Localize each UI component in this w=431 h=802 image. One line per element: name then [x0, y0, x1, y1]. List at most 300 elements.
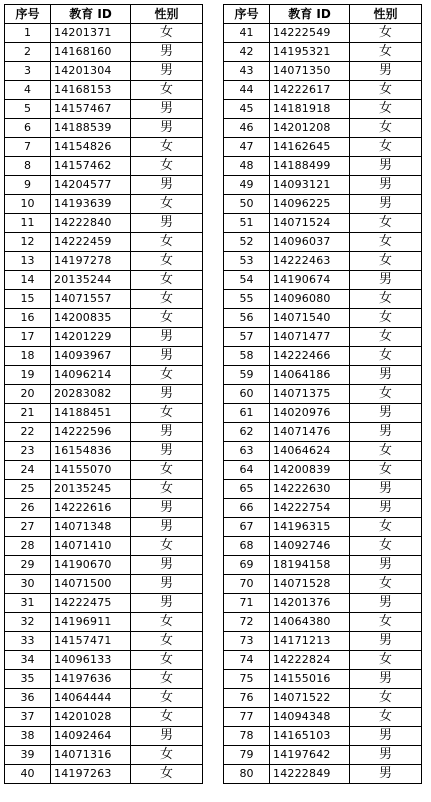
- row-edu-id-cell: 14071522: [270, 689, 350, 708]
- row-edu-id-cell: 14196315: [270, 518, 350, 537]
- row-gender-cell: 女: [131, 138, 203, 157]
- row-seq-cell: 7: [5, 138, 51, 157]
- row-edu-id-cell: 14222459: [51, 233, 131, 252]
- row-gender-cell: 女: [131, 290, 203, 309]
- row-edu-id-cell: 14222840: [51, 214, 131, 233]
- row-gender-cell: 男: [131, 214, 203, 233]
- row-seq-cell: 21: [5, 404, 51, 423]
- row-gender-cell: 女: [350, 309, 422, 328]
- row-gender-cell: 女: [350, 651, 422, 670]
- row-edu-id-cell: 14222466: [270, 347, 350, 366]
- row-seq-cell: 62: [224, 423, 270, 442]
- student-table-right: [223, 4, 422, 784]
- row-edu-id-cell: 14193639: [51, 195, 131, 214]
- row-edu-id-cell: 14171213: [270, 632, 350, 651]
- row-seq-cell: 16: [5, 309, 51, 328]
- row-seq-cell: 8: [5, 157, 51, 176]
- row-gender-cell: 男: [350, 556, 422, 575]
- row-seq-cell: 68: [224, 537, 270, 556]
- row-gender-cell: 男: [131, 100, 203, 119]
- row-seq-cell: 47: [224, 138, 270, 157]
- table-row: [224, 233, 422, 252]
- row-gender-cell: 女: [131, 271, 203, 290]
- table-row: [5, 537, 203, 556]
- table-row: [5, 499, 203, 518]
- row-edu-id-cell: 14064444: [51, 689, 131, 708]
- row-edu-id-cell: 14222630: [270, 480, 350, 499]
- row-edu-id-cell: 14157467: [51, 100, 131, 119]
- row-gender-cell: 男: [350, 670, 422, 689]
- table-row: [5, 214, 203, 233]
- row-seq-cell: 67: [224, 518, 270, 537]
- table-row: [224, 252, 422, 271]
- table-row: [5, 309, 203, 328]
- row-edu-id-cell: 14071348: [51, 518, 131, 537]
- row-gender-cell: 女: [350, 24, 422, 43]
- row-gender-cell: 男: [350, 746, 422, 765]
- row-edu-id-cell: 14071476: [270, 423, 350, 442]
- student-table-left: [4, 4, 203, 784]
- row-seq-cell: 31: [5, 594, 51, 613]
- row-gender-cell: 女: [350, 518, 422, 537]
- table-row: [224, 594, 422, 613]
- table-row: [224, 670, 422, 689]
- table-row: [224, 366, 422, 385]
- row-gender-cell: 男: [131, 423, 203, 442]
- table-row: [5, 347, 203, 366]
- row-edu-id-cell: 14188451: [51, 404, 131, 423]
- row-seq-cell: 52: [224, 233, 270, 252]
- row-seq-cell: 41: [224, 24, 270, 43]
- row-gender-cell: 女: [131, 670, 203, 689]
- header-seq: 序号: [224, 5, 270, 24]
- row-gender-cell: 男: [350, 176, 422, 195]
- row-seq-cell: 54: [224, 271, 270, 290]
- row-edu-id-cell: 16154836: [51, 442, 131, 461]
- table-row: [5, 461, 203, 480]
- row-seq-cell: 35: [5, 670, 51, 689]
- row-seq-cell: 12: [5, 233, 51, 252]
- row-seq-cell: 57: [224, 328, 270, 347]
- table-row: [224, 195, 422, 214]
- row-gender-cell: 女: [350, 385, 422, 404]
- row-gender-cell: 女: [350, 138, 422, 157]
- row-gender-cell: 女: [131, 233, 203, 252]
- table-row: [224, 575, 422, 594]
- row-gender-cell: 男: [350, 195, 422, 214]
- header-row: [224, 5, 422, 24]
- row-gender-cell: 男: [131, 499, 203, 518]
- row-seq-cell: 75: [224, 670, 270, 689]
- row-seq-cell: 2: [5, 43, 51, 62]
- header-row: [5, 5, 203, 24]
- row-edu-id-cell: 14201376: [270, 594, 350, 613]
- table-row: [224, 138, 422, 157]
- row-edu-id-cell: 14071557: [51, 290, 131, 309]
- table-row: [224, 43, 422, 62]
- row-edu-id-cell: 14154826: [51, 138, 131, 157]
- row-edu-id-cell: 14071500: [51, 575, 131, 594]
- table-row: [5, 119, 203, 138]
- row-edu-id-cell: 20283082: [51, 385, 131, 404]
- table-row: [5, 765, 203, 784]
- table-row: [224, 518, 422, 537]
- row-seq-cell: 37: [5, 708, 51, 727]
- table-row: [5, 43, 203, 62]
- table-row: [5, 689, 203, 708]
- table-row: [224, 499, 422, 518]
- row-seq-cell: 15: [5, 290, 51, 309]
- row-edu-id-cell: 14201229: [51, 328, 131, 347]
- table-row: [224, 157, 422, 176]
- row-edu-id-cell: 14222754: [270, 499, 350, 518]
- row-seq-cell: 4: [5, 81, 51, 100]
- row-seq-cell: 14: [5, 271, 51, 290]
- row-edu-id-cell: 14222463: [270, 252, 350, 271]
- row-gender-cell: 男: [350, 423, 422, 442]
- row-edu-id-cell: 14200839: [270, 461, 350, 480]
- row-edu-id-cell: 14190674: [270, 271, 350, 290]
- table-row: [5, 727, 203, 746]
- row-seq-cell: 5: [5, 100, 51, 119]
- row-seq-cell: 70: [224, 575, 270, 594]
- row-edu-id-cell: 14071524: [270, 214, 350, 233]
- row-edu-id-cell: 14093121: [270, 176, 350, 195]
- row-seq-cell: 13: [5, 252, 51, 271]
- row-seq-cell: 72: [224, 613, 270, 632]
- row-gender-cell: 女: [350, 708, 422, 727]
- row-seq-cell: 33: [5, 632, 51, 651]
- row-gender-cell: 女: [131, 632, 203, 651]
- table-row: [224, 100, 422, 119]
- row-gender-cell: 女: [350, 537, 422, 556]
- row-gender-cell: 男: [131, 62, 203, 81]
- row-edu-id-cell: 14168153: [51, 81, 131, 100]
- row-gender-cell: 女: [350, 233, 422, 252]
- table-row: [224, 328, 422, 347]
- row-seq-cell: 36: [5, 689, 51, 708]
- table-row: [5, 518, 203, 537]
- row-gender-cell: 女: [131, 252, 203, 271]
- row-edu-id-cell: 14168160: [51, 43, 131, 62]
- table-row: [5, 613, 203, 632]
- row-gender-cell: 男: [131, 385, 203, 404]
- table-row: [224, 613, 422, 632]
- row-gender-cell: 女: [131, 366, 203, 385]
- row-edu-id-cell: 14064186: [270, 366, 350, 385]
- row-gender-cell: 女: [131, 157, 203, 176]
- table-row: [224, 347, 422, 366]
- row-edu-id-cell: 14196911: [51, 613, 131, 632]
- table-row: [5, 594, 203, 613]
- row-edu-id-cell: 14071316: [51, 746, 131, 765]
- table-row: [224, 62, 422, 81]
- table-row: [5, 195, 203, 214]
- row-edu-id-cell: 14162645: [270, 138, 350, 157]
- row-gender-cell: 男: [350, 594, 422, 613]
- row-seq-cell: 48: [224, 157, 270, 176]
- row-edu-id-cell: 14200835: [51, 309, 131, 328]
- row-edu-id-cell: 14181918: [270, 100, 350, 119]
- row-gender-cell: 女: [131, 195, 203, 214]
- row-seq-cell: 69: [224, 556, 270, 575]
- table-row: [224, 689, 422, 708]
- row-edu-id-cell: 14096080: [270, 290, 350, 309]
- table-row: [5, 708, 203, 727]
- row-edu-id-cell: 14064380: [270, 613, 350, 632]
- row-seq-cell: 64: [224, 461, 270, 480]
- row-edu-id-cell: 14188539: [51, 119, 131, 138]
- row-seq-cell: 32: [5, 613, 51, 632]
- row-seq-cell: 50: [224, 195, 270, 214]
- row-gender-cell: 女: [131, 461, 203, 480]
- row-seq-cell: 42: [224, 43, 270, 62]
- row-gender-cell: 男: [350, 727, 422, 746]
- row-gender-cell: 女: [350, 43, 422, 62]
- row-seq-cell: 45: [224, 100, 270, 119]
- row-seq-cell: 22: [5, 423, 51, 442]
- row-seq-cell: 38: [5, 727, 51, 746]
- row-edu-id-cell: 14071350: [270, 62, 350, 81]
- row-gender-cell: 女: [350, 575, 422, 594]
- row-gender-cell: 男: [131, 119, 203, 138]
- table-row: [5, 176, 203, 195]
- table-row: [5, 62, 203, 81]
- table-row: [224, 423, 422, 442]
- row-edu-id-cell: 14190670: [51, 556, 131, 575]
- row-gender-cell: 女: [350, 442, 422, 461]
- row-edu-id-cell: 14071375: [270, 385, 350, 404]
- row-gender-cell: 男: [131, 556, 203, 575]
- row-edu-id-cell: 14096133: [51, 651, 131, 670]
- row-edu-id-cell: 14197263: [51, 765, 131, 784]
- table-row: [5, 670, 203, 689]
- table-row: [5, 442, 203, 461]
- row-gender-cell: 男: [131, 442, 203, 461]
- row-gender-cell: 女: [131, 24, 203, 43]
- table-row: [224, 727, 422, 746]
- row-seq-cell: 53: [224, 252, 270, 271]
- row-gender-cell: 女: [350, 214, 422, 233]
- table-row: [224, 461, 422, 480]
- table-row: [5, 480, 203, 499]
- row-edu-id-cell: 14195321: [270, 43, 350, 62]
- table-row: [5, 385, 203, 404]
- row-seq-cell: 76: [224, 689, 270, 708]
- row-edu-id-cell: 14096037: [270, 233, 350, 252]
- row-seq-cell: 46: [224, 119, 270, 138]
- row-seq-cell: 30: [5, 575, 51, 594]
- row-gender-cell: 女: [131, 404, 203, 423]
- row-gender-cell: 男: [350, 366, 422, 385]
- row-seq-cell: 27: [5, 518, 51, 537]
- row-edu-id-cell: 14222475: [51, 594, 131, 613]
- row-seq-cell: 43: [224, 62, 270, 81]
- row-seq-cell: 63: [224, 442, 270, 461]
- row-gender-cell: 男: [131, 347, 203, 366]
- table-row: [5, 233, 203, 252]
- table-row: [224, 290, 422, 309]
- table-row: [224, 765, 422, 784]
- header-seq: 序号: [5, 5, 51, 24]
- row-gender-cell: 男: [131, 518, 203, 537]
- row-seq-cell: 23: [5, 442, 51, 461]
- row-gender-cell: 女: [131, 613, 203, 632]
- row-edu-id-cell: 14201304: [51, 62, 131, 81]
- row-gender-cell: 男: [350, 480, 422, 499]
- row-gender-cell: 男: [131, 594, 203, 613]
- row-seq-cell: 71: [224, 594, 270, 613]
- row-seq-cell: 10: [5, 195, 51, 214]
- table-row: [224, 271, 422, 290]
- row-gender-cell: 女: [131, 708, 203, 727]
- row-seq-cell: 74: [224, 651, 270, 670]
- table-row: [5, 632, 203, 651]
- row-edu-id-cell: 14157471: [51, 632, 131, 651]
- table-row: [5, 24, 203, 43]
- row-gender-cell: 女: [131, 309, 203, 328]
- table-row: [5, 575, 203, 594]
- table-row: [224, 708, 422, 727]
- row-edu-id-cell: 14071410: [51, 537, 131, 556]
- row-edu-id-cell: 14222616: [51, 499, 131, 518]
- row-gender-cell: 男: [350, 157, 422, 176]
- row-gender-cell: 男: [350, 62, 422, 81]
- table-row: [224, 746, 422, 765]
- row-edu-id-cell: 14222549: [270, 24, 350, 43]
- row-gender-cell: 男: [131, 575, 203, 594]
- row-gender-cell: 女: [350, 461, 422, 480]
- row-seq-cell: 34: [5, 651, 51, 670]
- row-edu-id-cell: 14157462: [51, 157, 131, 176]
- row-seq-cell: 25: [5, 480, 51, 499]
- table-row: [224, 404, 422, 423]
- row-edu-id-cell: 14204577: [51, 176, 131, 195]
- table-row: [224, 537, 422, 556]
- row-edu-id-cell: 14188499: [270, 157, 350, 176]
- row-seq-cell: 9: [5, 176, 51, 195]
- row-edu-id-cell: 14165103: [270, 727, 350, 746]
- row-seq-cell: 58: [224, 347, 270, 366]
- table-row: [5, 100, 203, 119]
- row-seq-cell: 24: [5, 461, 51, 480]
- row-gender-cell: 女: [350, 100, 422, 119]
- table-row: [224, 632, 422, 651]
- row-gender-cell: 女: [350, 290, 422, 309]
- row-gender-cell: 女: [131, 746, 203, 765]
- table-row: [5, 746, 203, 765]
- row-seq-cell: 11: [5, 214, 51, 233]
- row-gender-cell: 男: [350, 404, 422, 423]
- row-gender-cell: 女: [350, 613, 422, 632]
- row-seq-cell: 20: [5, 385, 51, 404]
- row-seq-cell: 65: [224, 480, 270, 499]
- table-row: [224, 176, 422, 195]
- row-gender-cell: 男: [350, 499, 422, 518]
- table-row: [5, 651, 203, 670]
- row-edu-id-cell: 14064624: [270, 442, 350, 461]
- row-edu-id-cell: 14222596: [51, 423, 131, 442]
- row-edu-id-cell: 14201028: [51, 708, 131, 727]
- table-row: [5, 423, 203, 442]
- header-gender: 性别: [350, 5, 422, 24]
- header-edu-id: 教育 ID: [270, 5, 350, 24]
- row-gender-cell: 男: [350, 632, 422, 651]
- row-gender-cell: 女: [131, 480, 203, 499]
- table-row: [5, 290, 203, 309]
- row-edu-id-cell: 14197636: [51, 670, 131, 689]
- row-seq-cell: 26: [5, 499, 51, 518]
- row-gender-cell: 女: [350, 689, 422, 708]
- header-edu-id: 教育 ID: [51, 5, 131, 24]
- row-edu-id-cell: 14093967: [51, 347, 131, 366]
- row-edu-id-cell: 14096225: [270, 195, 350, 214]
- table-row: [5, 366, 203, 385]
- table-row: [5, 404, 203, 423]
- row-edu-id-cell: 14096214: [51, 366, 131, 385]
- row-gender-cell: 男: [131, 43, 203, 62]
- row-seq-cell: 59: [224, 366, 270, 385]
- table-row: [224, 480, 422, 499]
- row-edu-id-cell: 14197278: [51, 252, 131, 271]
- row-edu-id-cell: 20135245: [51, 480, 131, 499]
- table-row: [5, 157, 203, 176]
- row-edu-id-cell: 14222824: [270, 651, 350, 670]
- row-seq-cell: 1: [5, 24, 51, 43]
- table-row: [5, 138, 203, 157]
- row-seq-cell: 49: [224, 176, 270, 195]
- row-edu-id-cell: 14094348: [270, 708, 350, 727]
- row-seq-cell: 55: [224, 290, 270, 309]
- row-gender-cell: 女: [131, 651, 203, 670]
- row-seq-cell: 3: [5, 62, 51, 81]
- row-edu-id-cell: 14222849: [270, 765, 350, 784]
- row-seq-cell: 56: [224, 309, 270, 328]
- row-seq-cell: 44: [224, 81, 270, 100]
- row-edu-id-cell: 14197642: [270, 746, 350, 765]
- row-edu-id-cell: 14092464: [51, 727, 131, 746]
- row-gender-cell: 男: [131, 727, 203, 746]
- row-gender-cell: 女: [350, 81, 422, 100]
- row-gender-cell: 女: [131, 537, 203, 556]
- row-edu-id-cell: 20135244: [51, 271, 131, 290]
- row-seq-cell: 18: [5, 347, 51, 366]
- table-row: [224, 309, 422, 328]
- row-seq-cell: 78: [224, 727, 270, 746]
- row-gender-cell: 男: [131, 328, 203, 347]
- row-seq-cell: 51: [224, 214, 270, 233]
- table-row: [224, 442, 422, 461]
- row-seq-cell: 6: [5, 119, 51, 138]
- table-row: [5, 271, 203, 290]
- row-edu-id-cell: 14071477: [270, 328, 350, 347]
- table-row: [5, 328, 203, 347]
- row-gender-cell: 男: [350, 765, 422, 784]
- row-edu-id-cell: 14092746: [270, 537, 350, 556]
- row-seq-cell: 60: [224, 385, 270, 404]
- table-row: [5, 252, 203, 271]
- row-edu-id-cell: 14222617: [270, 81, 350, 100]
- row-gender-cell: 女: [131, 765, 203, 784]
- table-row: [5, 81, 203, 100]
- row-edu-id-cell: 14155070: [51, 461, 131, 480]
- row-edu-id-cell: 14071528: [270, 575, 350, 594]
- row-seq-cell: 17: [5, 328, 51, 347]
- table-row: [224, 556, 422, 575]
- row-gender-cell: 男: [131, 176, 203, 195]
- row-seq-cell: 79: [224, 746, 270, 765]
- row-seq-cell: 61: [224, 404, 270, 423]
